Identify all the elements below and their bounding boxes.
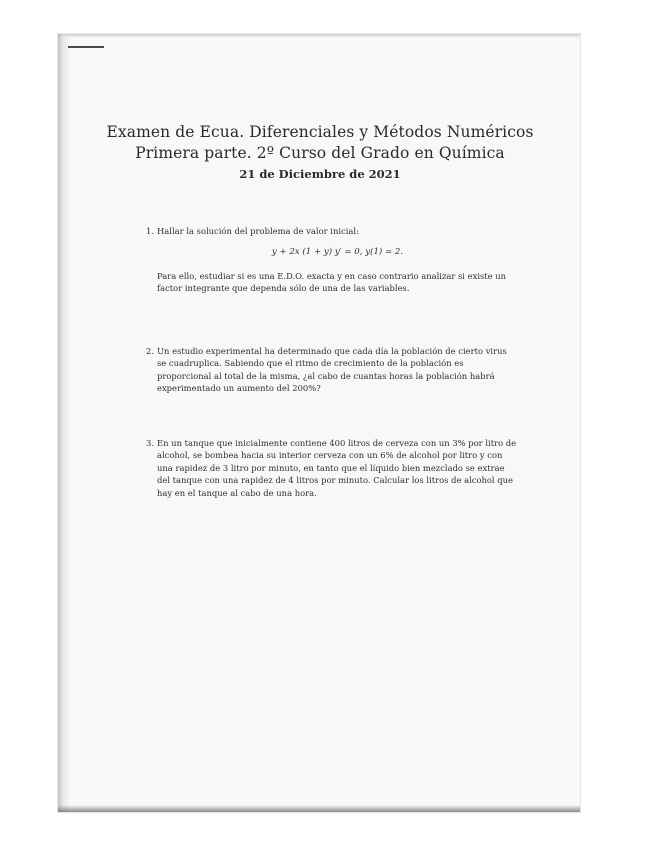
question-text: Un estudio experimental ha determinado que cada día la población de cierto virus se cuadruplica. Sabiendo que el ritmo de crecimiento de la población es proporcional al total de la misma, ¿al cabo de cuantas horas la población habrá experimentado un aumento del 200%? bbox=[157, 346, 507, 394]
question-followup: Para ello, estudiar si es una E.D.O. exacta y en caso contrario analizar si existe un factor integrante que dependa sólo de una de las variables. bbox=[157, 270, 507, 294]
exam-header bbox=[100, 122, 540, 183]
sheet-bottom-shadow bbox=[58, 805, 580, 812]
question-text: En un tanque que inicialmente contiene 400 litros de cerveza con un 3% por litro de alcohol, se bombea hacia su interior cerveza con un 6% de alcohol por litro y con una rapidez de 3 litro por minuto, en tanto que el líquido bien mezclado se extrae del tanque con una rapidez de 4 litros por minuto. Calcular los litros de alcohol que hay en el tanque al cabo de una hora. bbox=[157, 438, 517, 498]
exam-subtitle: Primera parte. 2º Curso del Grado en Química bbox=[135, 144, 505, 162]
scan-mark bbox=[68, 46, 104, 48]
question-number: 2. bbox=[146, 346, 154, 356]
sheet-left-shadow bbox=[58, 34, 70, 812]
exam-date: 21 de Diciembre de 2021 bbox=[239, 167, 401, 181]
question-number: 1. bbox=[146, 226, 154, 236]
question-1 bbox=[146, 225, 518, 295]
question-3 bbox=[146, 437, 518, 499]
exam-title: Examen de Ecua. Diferenciales y Métodos Numéricos bbox=[106, 123, 534, 141]
question-equation: y + 2x (1 + y) y′ = 0, y(1) = 2. bbox=[271, 247, 404, 258]
question-text: Hallar la solución del problema de valor inicial: bbox=[157, 226, 359, 236]
question-number: 3. bbox=[146, 438, 154, 448]
question-2 bbox=[146, 345, 516, 395]
sheet-top-shadow bbox=[58, 34, 580, 38]
